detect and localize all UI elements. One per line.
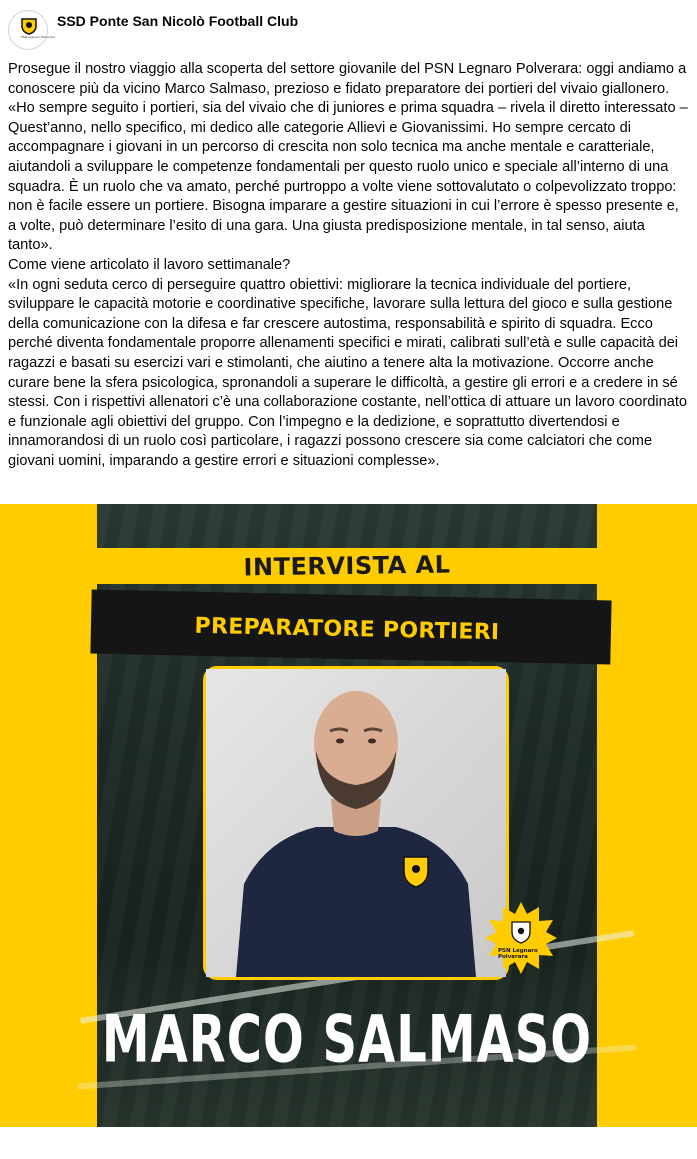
avatar[interactable] — [8, 10, 56, 50]
post-paragraph: Prosegue il nostro viaggio alla scoperta del settore giovanile del PSN Legnaro Polverara: oggi andiamo a conoscere più da vicino Marco Salmaso, prezioso e fidato preparatore dei portieri del vivaio giallonero. — [8, 61, 687, 97]
pitch-background — [97, 504, 597, 1127]
post-header — [8, 10, 298, 52]
post-image[interactable] — [0, 504, 697, 1127]
psn-badge-starburst-icon — [485, 902, 557, 974]
page-name-link[interactable]: SSD Ponte San Nicolò Football Club — [57, 13, 299, 29]
avatar-caption: PSN Legnaro Polverara — [21, 35, 56, 39]
headline-bottom: PREPARATORE PORTIERI — [194, 613, 500, 646]
person-name: MARCO SALMASO — [101, 1002, 593, 1078]
psn-club-logo-icon — [20, 17, 38, 35]
badge-text: PSN Legnaro Polverara — [498, 948, 538, 960]
post-paragraph: Come viene articolato il lavoro settimanale? — [8, 256, 291, 273]
post-paragraph: «Ho sempre seguito i portieri, sia del vivaio che di juniores e prima squadra – rivela il diretto interessato – Quest’anno, nello specifico, mi dedico alle categorie Allievi e Giovanissimi. Ho sempre cercato di accompagnare i giovani in un percorso di crescita non solo tecnica ma anche mentale e caratteriale, aiutandoli a sviluppare le competenze fondamentali per questo ruolo unico e speciale all’interno di una squadra. È un ruolo che va amato, perché purtroppo a volte viene sottovalutato o colpevolizzato troppo: non è facile essere un portiere. Bisogna imparare a gestire situazioni in cui l’errore è spesso presente e, a volte, può determinare l’esito di una gara. Una giusta predisposizione mentale, in tal senso, aiuta tanto». — [8, 100, 688, 254]
post-paragraph: «In ogni seduta cerco di perseguire quattro obiettivi: migliorare la tecnica individuale del portiere, sviluppare le capacità motorie e coordinative specifiche, lavorare sulla lettura del gioco e sulla gestione della comunicazione con la difesa e far crescere autostima, responsabilità e spirito di squadra. Ecco perché diventa fondamentale proporre allenamenti specifici e mirati, calibrati sull’età e sulle capacità dei ragazzi e basati su esercizi vari e stimolanti, che aiutino a tenere alta la motivazione. Occorre anche curare bene la sfera psicologica, spronandoli a superare le difficoltà, a gestire gli errori e a credere in sé stessi. Con i rispettivi allenatori c’è una collaborazione costante, nell’ottica di attuare un lavoro coordinato e funzionale agli obiettivi del gruppo. Con l’impegno e la dedizione, e soprattutto divertendosi e innamorandosi di un ruolo così particolare, i ragazzi possono crescere sia come calciatori che come giovani uomini, imparando a gestire errori e situazioni complesse». — [8, 276, 687, 469]
headline-top: INTERVISTA AL — [243, 550, 451, 582]
coach-photo — [203, 666, 509, 980]
post-body — [8, 60, 690, 471]
goalkeeper-coach-photo — [206, 669, 506, 977]
